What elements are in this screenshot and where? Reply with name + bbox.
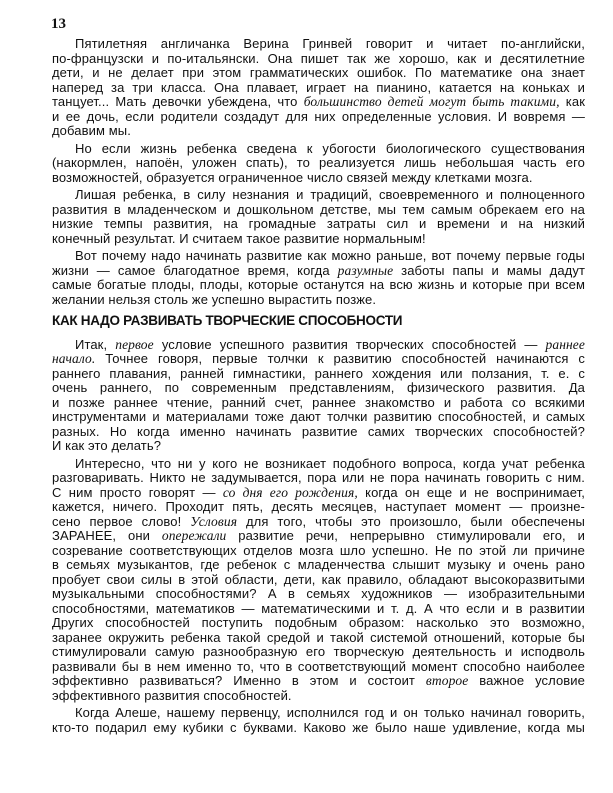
text-run: Пятилетняя англичанка Верина Гринвей говорит и читает по-английски,	[75, 36, 585, 51]
text-run: кто-то подарил ему кубики с буквами. Каково же было наше удивление, когда мы	[52, 719, 585, 735]
text-run: самые богатые плоды, плоды, которые останутся на всю жизнь и которые при всем	[52, 277, 585, 292]
text-line	[52, 557, 585, 572]
italic-text: опережали	[161, 528, 227, 543]
text-line	[75, 337, 585, 352]
text-line	[52, 263, 585, 278]
text-line	[52, 572, 585, 587]
text-run: Других способностей поступить подобным образом: насколько это возможно,	[52, 615, 585, 630]
text-run: наперед за три класса. Она плавает, играет на пианино, катается на коньках и	[52, 79, 585, 95]
text-line	[75, 141, 585, 156]
text-run: дети, и не делает при этом грамматических ошибок. По математике она знает	[52, 65, 585, 80]
text-line	[52, 366, 585, 381]
text-run: танцует... Мать девочки убеждена, что	[52, 94, 304, 109]
text-run: конечный результат. И считаем такое развитие нормальным!	[52, 230, 426, 246]
text-line	[52, 292, 585, 307]
text-line	[75, 248, 585, 263]
text-run: пробует свои силы в этой области, дети, как правило, обладают высокоразвитыми	[52, 571, 585, 587]
text-run: желании нельзя столь же успешно вырастить позже.	[52, 291, 377, 307]
text-run: возможностей, образуется ограниченное число связей между клетками мозга.	[52, 169, 533, 185]
text-run: в семьях музыкантов, где ребенок с младенчества слышит музыку и очень рано	[52, 557, 585, 572]
text-line	[52, 514, 585, 529]
text-run: Интересно, что ни у кого не возникает подобного вопроса, когда учат ребенка	[75, 455, 585, 471]
text-line	[52, 659, 585, 674]
italic-text: со дня его рождения,	[222, 484, 358, 500]
italic-text: разумные	[337, 262, 394, 278]
page-number: 13	[51, 16, 66, 32]
text-run: развития в младенческом и дошкольном детстве, мы тем самым обрекаем его на	[52, 201, 585, 217]
text-run: И как это делать?	[52, 438, 162, 453]
text-line	[52, 231, 585, 246]
italic-text: первое	[115, 336, 154, 352]
text-line	[52, 470, 585, 485]
italic-text: раннее	[545, 336, 585, 352]
text-run: ЗАРАНЕЕ, они	[52, 528, 162, 543]
text-line	[52, 601, 585, 616]
text-line	[52, 615, 585, 630]
text-run: условие успешного развития творческих способностей —	[153, 336, 546, 352]
text-line	[52, 395, 585, 410]
text-run: Но если жизнь ребенка сведена к убогости биологического существования	[75, 140, 585, 156]
text-line	[52, 673, 585, 688]
text-run: способностями, математиков — математическими и т. д. А что если и в развитии	[52, 600, 585, 616]
text-run: С ним просто говорят —	[52, 484, 223, 500]
text-line	[52, 65, 585, 80]
text-line	[52, 499, 585, 514]
text-run: как	[559, 94, 585, 109]
text-line	[52, 528, 585, 543]
text-run: развитие речи, непрерывно стимулировали его, и	[226, 528, 585, 543]
text-run: кажется, ничего. Проходит пять, десять месяцев, наступает момент — произне-	[52, 499, 585, 514]
text-run: созревание соответствующих отделов мозга шло успешно. Не по этой ли причине	[52, 542, 585, 558]
italic-text: Условия	[190, 513, 238, 529]
text-line	[52, 202, 585, 217]
text-line	[75, 705, 585, 720]
text-line	[52, 51, 585, 66]
text-run: по-французски и по-итальянски. Она пишет так же хорошо, как и десятилетние	[52, 50, 585, 66]
text-line	[52, 170, 585, 185]
text-line	[52, 109, 585, 124]
text-line	[75, 36, 585, 51]
text-line	[52, 380, 585, 395]
text-run: и ее дочь, если родители создадут для них определенные условия. И вовремя —	[52, 108, 585, 124]
text-run: очень раннего, по современным представлениям, физического развития. Да	[52, 380, 585, 395]
text-run: и позже раннее чтение, ранний счет, раннее знакомство и работа со всякими	[52, 394, 585, 410]
text-line	[52, 80, 585, 95]
text-line	[52, 630, 585, 645]
italic-text: большинство детей могут быть такими,	[303, 94, 560, 109]
text-line	[52, 424, 585, 439]
text-run: Итак,	[75, 336, 116, 352]
text-run: заранее окружить ребенка такой средой и такой системой отношений, которые бы	[52, 629, 585, 645]
text-run: важное условие	[468, 673, 586, 688]
text-run: музыкальными способностями? А в семьях художников — изобразительными	[52, 586, 585, 601]
text-line	[52, 438, 585, 453]
text-line	[52, 351, 585, 366]
text-run: добавим мы.	[52, 123, 131, 138]
italic-text: начало.	[52, 351, 96, 366]
text-run: эффективного развития способностей.	[52, 687, 292, 703]
text-run: Когда Алеше, нашему первенцу, исполнился год и он только начинал говорить,	[75, 705, 585, 720]
text-line	[75, 187, 585, 202]
text-run: Лишая ребенка, в силу незнания и традиций, своевременного и полноценного	[75, 187, 585, 202]
text-run: эффективно развиваться? Именно в этом и состоит	[52, 673, 426, 688]
text-run: низкие темпы развития, на громадные затраты сил и времени и на низкий	[52, 216, 585, 231]
text-run: когда он еще и не воспринимает,	[357, 484, 585, 500]
text-run: (накормлен, напоён, уложен спать), то реализуется лишь небольшая часть его	[52, 155, 585, 170]
text-line	[52, 644, 585, 659]
text-line	[52, 720, 585, 735]
text-line	[52, 277, 585, 292]
text-run: разговаривать. Никто не задумывается, пора или не пора начинать говорить с ним.	[52, 470, 585, 485]
text-line	[52, 409, 585, 424]
text-run: Точнее говоря, первые толчки к развитию способностей начинаются с	[95, 351, 585, 366]
italic-text: второе	[425, 673, 469, 688]
text-run: сено первое слово!	[52, 513, 191, 529]
text-line	[52, 94, 585, 109]
text-line	[75, 456, 585, 471]
text-run: заботы папы и мамы дадут	[393, 262, 586, 278]
text-run: стимулировали самую разнообразную его творческую деятельность и исподволь	[52, 644, 585, 659]
text-line	[52, 586, 585, 601]
text-run: жизни — самое благодатное время, когда	[52, 262, 338, 278]
text-line	[52, 155, 585, 170]
text-run: раннего плавания, ранней гимнастики, раннего хождения или ползания, т. е. с	[52, 365, 585, 381]
text-run: для того, чтобы это произошло, были обеспечены	[237, 513, 585, 529]
text-line	[52, 485, 585, 500]
text-run: Вот почему надо начинать развитие как можно раньше, вот почему первые годы	[75, 248, 585, 263]
text-line	[52, 216, 585, 231]
text-line	[52, 123, 585, 138]
text-line	[52, 543, 585, 558]
text-run: развивали бы в нем именно то, что в соответствующий момент способно наиболее	[52, 658, 585, 674]
text-line	[52, 688, 585, 703]
text-run: разных. Но когда именно начинать развитие самих творческих способностей?	[52, 423, 585, 439]
section-heading: КАК НАДО РАЗВИВАТЬ ТВОРЧЕСКИЕ СПОСОБНОСТИ	[52, 313, 403, 328]
text-run: инструментами и материалами тоже дают толчки развитию способностей, и самых	[52, 409, 585, 424]
